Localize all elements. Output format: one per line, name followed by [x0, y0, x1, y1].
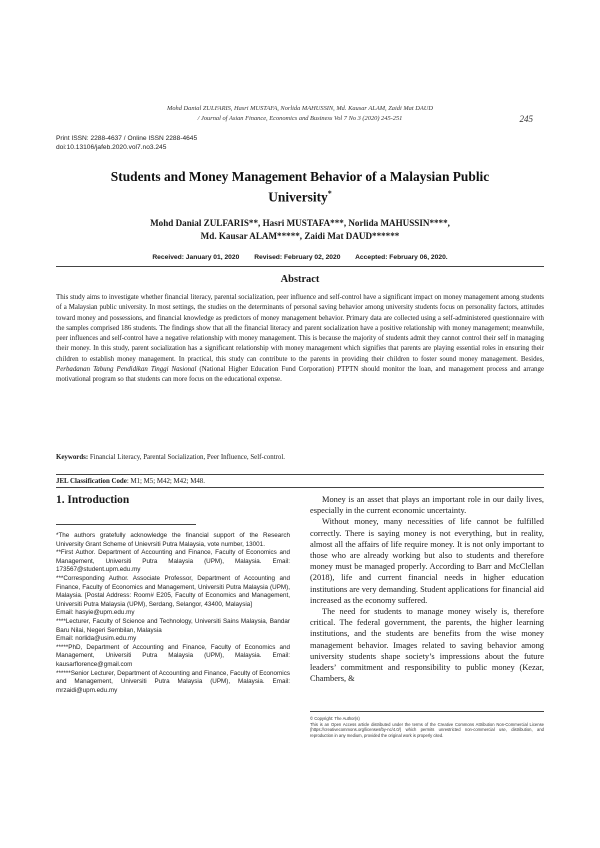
issn-line: Print ISSN: 2288-4637 / Online ISSN 2288-4645: [56, 135, 198, 142]
abstract-text-2: (National Higher Education Fund Corporation) PTPTN should monitor the loan, and management process and arrange motivational program so that students can more focus on the educational expense.: [56, 366, 544, 384]
intro-paragraph-2: Without money, many necessities of life cannot be fulfilled correctly. There is saying money is not everything, but in reality, almost all the affairs of life require money. It is not only important to those who are already working but also to students and therefore money must be managed properly. According to Barr and McClellan (2018), life and current financial needs in higher education institutions are very demanding. Student applications for financial aid increased as the economy suffered.: [310, 517, 544, 605]
jel-label: JEL Classification Code: [56, 478, 127, 485]
intro-paragraph-1: Money is an asset that plays an important role in our daily lives, especially in the current economic uncertainty.: [310, 495, 544, 516]
running-head-authors: Mohd Danial ZULFARIS, Hasri MUSTAFA, Norlida MAHUSSIN, Md. Kausar ALAM, Zaidi Mat DAUD: [167, 105, 433, 112]
footnote-email-hasyie: Email: hasyie@upm.edu.my: [56, 609, 135, 617]
footnote-email-norlida: Email: norlida@usim.edu.my: [56, 635, 137, 643]
title-line-2-text: University: [268, 189, 328, 205]
footnote-fifth-author: ******Senior Lecturer, Department of Accounting and Finance, Faculty of Economics and Management, Universiti Putra Malaysia (UPM), Malaysia. Email: mrzaidi@upm.edu.my: [56, 669, 290, 694]
footnotes: [56, 532, 290, 695]
footnote-third-author: ****Lecturer, Faculty of Science and Technology, Universiti Sains Malaysia, Bandar Baru Nilai, Negeri Sembilan, Malaysia: [56, 617, 290, 634]
abstract-divider-top: [56, 474, 544, 475]
abstract-heading: Abstract: [280, 274, 320, 285]
copyright-notice: [310, 716, 544, 738]
revised-date: Revised: February 02, 2020: [254, 254, 341, 261]
jel-codes: : M1; M5; M42; M42; M48.: [126, 478, 205, 485]
title-line-2: [70, 185, 530, 205]
copyright-divider: [310, 711, 544, 712]
footnote-corresponding-author: ***Corresponding Author. Associate Professor, Department of Accounting and Finance, Faculty of Economics and Management, Universiti Putra Malaysia (UPM), Malaysia. [Postal Address: Room# E205, Faculty of Economics and Management, Universiti Putra Malaysia (UPM), Serdang, Selangor, 43400, Malaysia]: [56, 574, 290, 608]
license-text: This is an Open Access article distributed under the terms of the Creative Commons Attribution Non-Commercial License (https://creativecommons.org/licenses/by-nc/4.0/) which permits unrestricted non-commercial use, distribution, and reproduction in any medium, provided the original work is properly cited.: [310, 721, 544, 738]
article-title: [70, 168, 530, 205]
authors-line-2: Md. Kausar ALAM*****, Zaidi Mat DAUD******: [200, 231, 400, 241]
received-date: Received: January 01, 2020: [152, 254, 240, 261]
issn-block: [56, 134, 197, 152]
title-footnote-mark: *: [327, 189, 332, 198]
header-divider: [56, 266, 544, 267]
submission-dates: [56, 254, 544, 261]
jel-classification: [56, 478, 544, 485]
page-number: 245: [519, 114, 533, 124]
authors-line-1: Mohd Danial ZULFARIS**, Hasri MUSTAFA***, Norlida MAHUSSIN****,: [150, 218, 450, 228]
footnote-fourth-author: *****PhD, Department of Accounting and Finance, Faculty of Economics and Management, Universiti Putra Malaysia (UPM), Malaysia. Email: kausarflorence@gmail.com: [56, 643, 290, 668]
keywords: [56, 454, 544, 461]
footnote-divider: [56, 524, 196, 525]
abstract-text-1: This study aims to investigate whether financial literacy, parental socialization, peer influence and self-control have a significant impact on money management among students of a Malaysian public university. In most settings, the studies on the determinants of personal saving behavior among university students focus on personality factors, attitudes toward money and possessions, and financial knowledge as predictors of money management behavior. Primary data are collected using a self-administered questionnaire with the samples comprised 186 students. The findings show that all the financial literacy and parent socialization have a positive relationship with money management; meanwhile, peer influences and self-control have a negative relationship with money management. This is because the majority of students admit they cannot control their self in managing their money. In this study, parent socialization has a significant relationship with money management which signifies that parents are playing essential roles in ensuring their children to establish money management. In practical, this study can contribute to the parents in providing their children to foster sound money management. Besides,: [56, 294, 544, 363]
copyright-line: © Copyright: The Author(s): [310, 716, 360, 721]
doi-link[interactable]: doi:10.13106/jafeb.2020.vol7.no3.245: [56, 144, 167, 151]
section-heading-introduction: 1. Introduction: [56, 494, 130, 506]
introduction-body: [310, 494, 544, 684]
intro-paragraph-3: The need for students to manage money wisely is, therefore critical. The federal government, the parents, the higher learning institutions, and the students are benefits from the wise money management behavior. Images related to saving behavior among university students shape society’s impressions about the future leaders’ commitment and responsibility to public money (Kezar, Chambers, &: [310, 607, 544, 684]
keywords-label: Keywords:: [56, 454, 89, 461]
running-head-journal: / Journal of Asian Finance, Economics and Business Vol 7 No 3 (2020) 245-251: [197, 115, 403, 122]
footnote-first-author: **First Author. Department of Accounting and Finance, Faculty of Economics and Management, Universiti Putra Malaysia (UPM), Malaysia. Email: 173567@student.upm.edu.my: [56, 549, 290, 574]
author-list: [90, 217, 510, 243]
abstract-divider-bottom: [56, 487, 544, 488]
footnote-funding: *The authors gratefully acknowledge the financial support of the Research University Grant Scheme of Unievrsiti Putra Malaysia, vote number, 13001.: [56, 532, 290, 548]
abstract-body: [56, 293, 544, 386]
accepted-date: Accepted: February 06, 2020.: [355, 254, 448, 261]
running-head: [100, 104, 500, 124]
abstract-text-italic: Perbadanan Tabung Pendidikan Tinggi Nasional: [56, 366, 197, 374]
title-line-1: Students and Money Management Behavior of a Malaysian Public: [110, 169, 490, 184]
keywords-text: Financial Literacy, Parental Socialization, Peer Influence, Self-control.: [89, 454, 285, 461]
